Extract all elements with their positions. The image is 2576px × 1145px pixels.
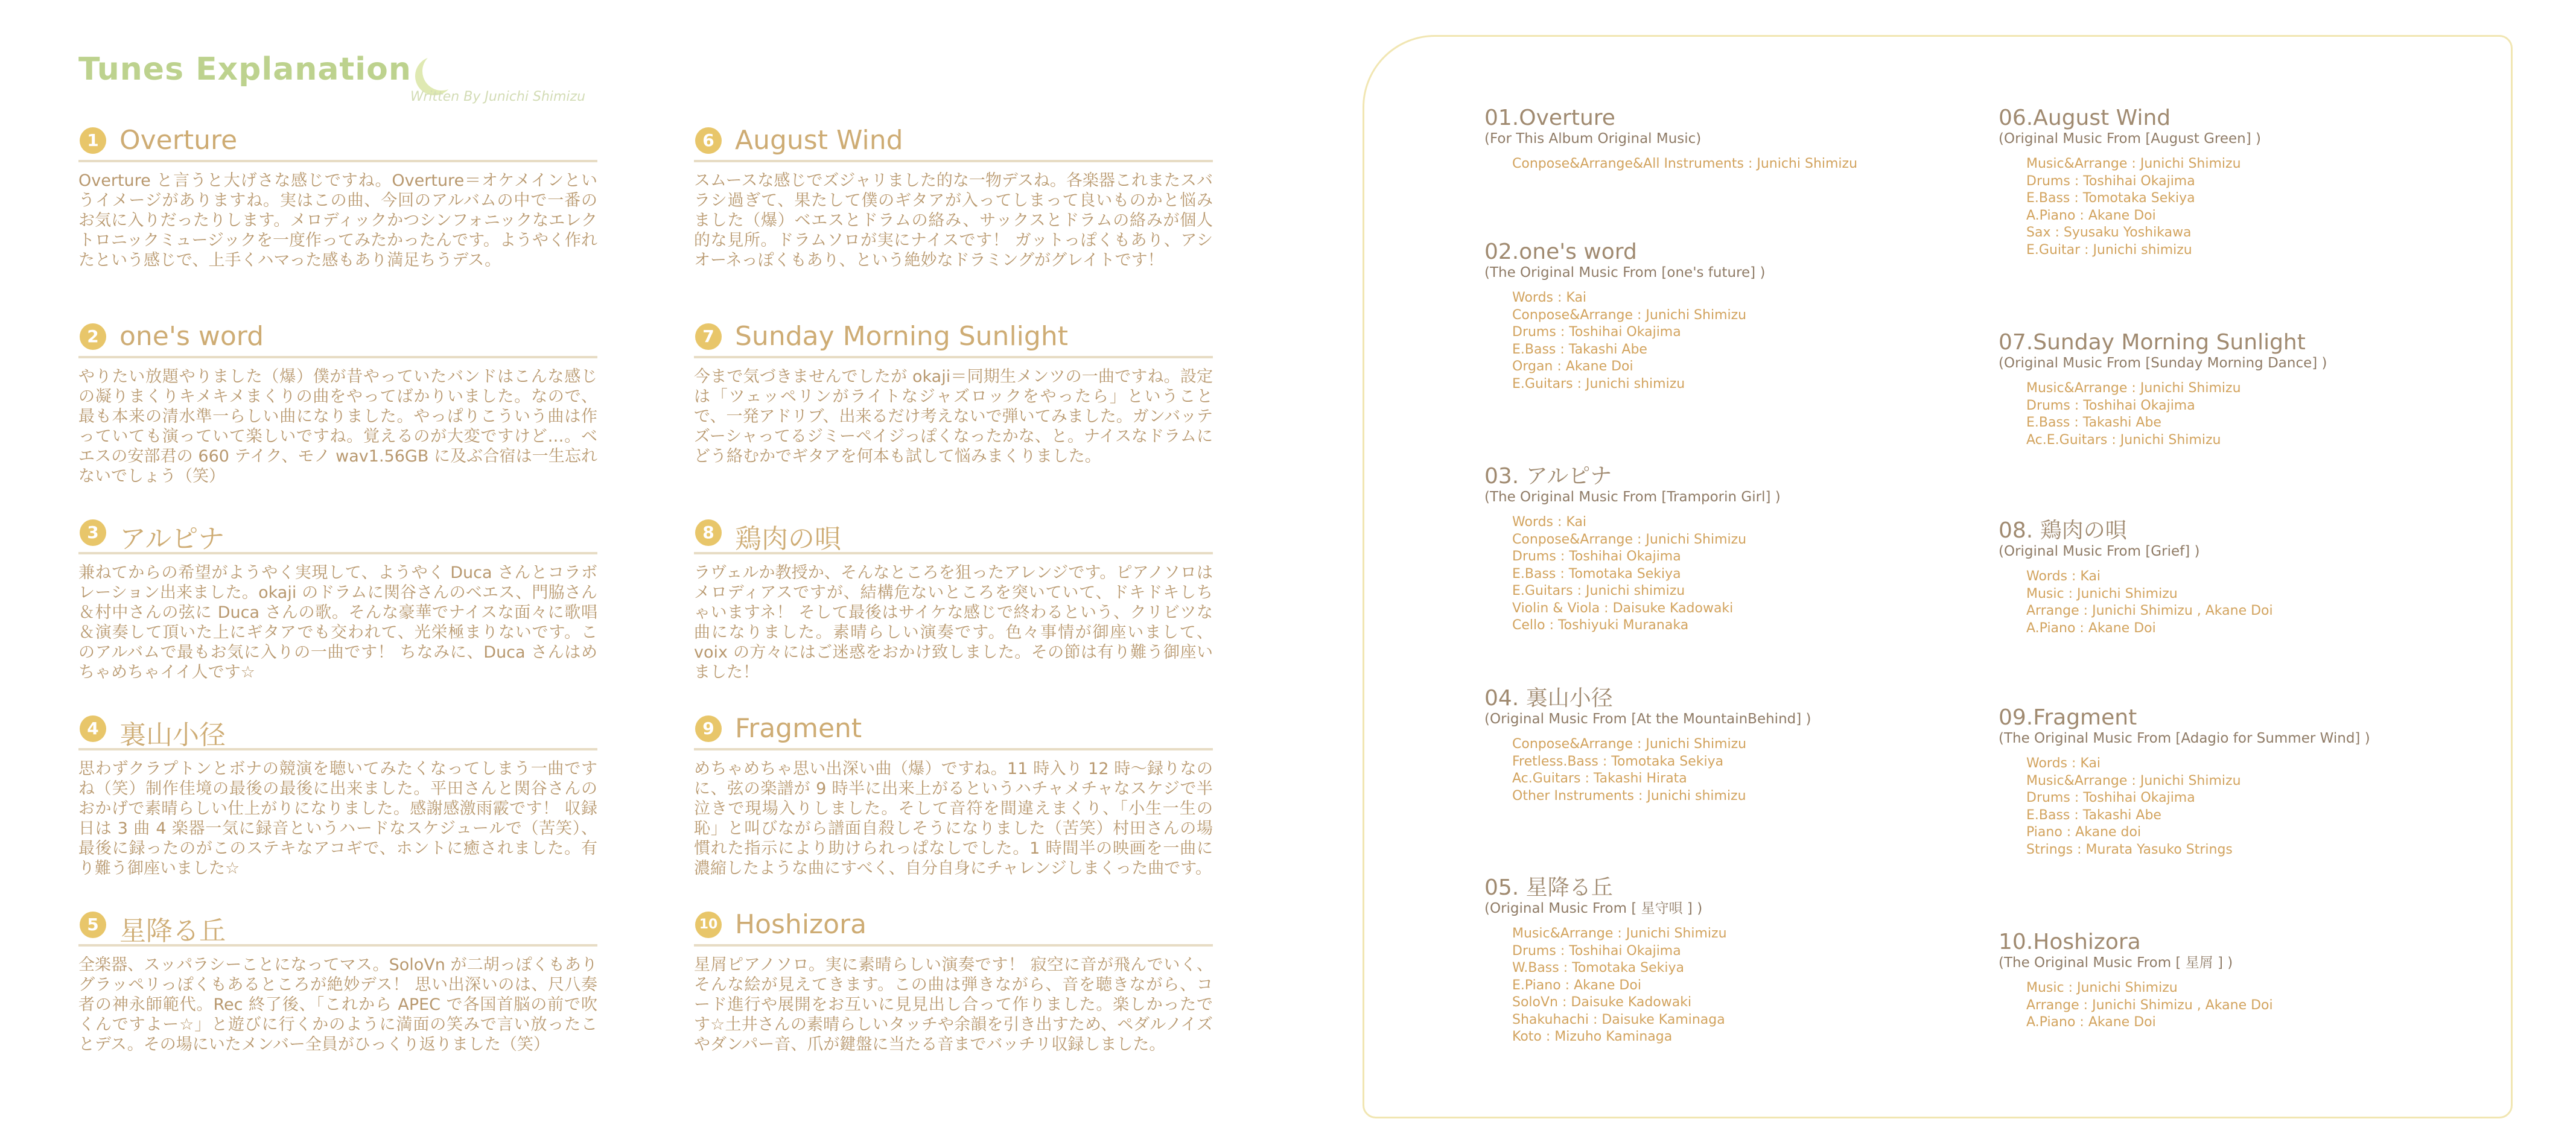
credit-line: Drums : Toshihai Okajima: [2026, 790, 2195, 805]
tune-section-2: [78, 320, 597, 486]
track-credits-03: [1484, 465, 1979, 635]
track-source: (For This Album Original Music): [1484, 131, 1702, 147]
tune-title: August Wind: [735, 125, 903, 156]
track-title: 04. 裏山小径: [1484, 686, 1613, 711]
credit-line: Music : Junichi Shimizu: [2026, 980, 2178, 995]
tune-number-badge: 1: [80, 127, 106, 154]
credit-line: A.Piano : Akane Doi: [2026, 1015, 2156, 1030]
credit-line: Ac.E.Guitars : Junichi Shimizu: [2026, 432, 2221, 448]
credit-line: Organ : Akane Doi: [1512, 359, 1633, 374]
tune-section-6: [694, 124, 1213, 270]
track-title: 03. アルピナ: [1484, 464, 1612, 489]
tune-number-badge: 2: [80, 323, 106, 350]
credit-line: E.Guitars : Junichi shimizu: [1512, 376, 1685, 392]
credit-line: Conpose&Arrange : Junichi Shimizu: [1512, 531, 1747, 547]
credit-line: Music&Arrange : Junichi Shimizu: [2026, 156, 2241, 171]
tune-number-badge: 3: [80, 519, 106, 546]
tune-number-badge: 9: [695, 715, 722, 742]
credit-line: Drums : Toshihai Okajima: [1512, 325, 1681, 340]
credit-line: E.Guitar : Junichi shimizu: [2026, 242, 2192, 258]
track-title: 07.Sunday Morning Sunlight: [1999, 330, 2306, 355]
track-credits-05: [1484, 876, 1979, 1046]
credit-line: Drums : Toshihai Okajima: [1512, 943, 1681, 959]
tune-number-badge: 4: [80, 715, 106, 742]
credit-line: Words : Kai: [1512, 290, 1587, 305]
track-source: (The Original Music From [ 星屑 ] ): [1999, 955, 2233, 971]
tune-section-5: [78, 908, 597, 1055]
credit-line: A.Piano : Akane Doi: [2026, 620, 2156, 636]
credit-line: E.Bass : Tomotaka Sekiya: [1512, 566, 1681, 582]
tune-description: 今まで気づきませんでしたが okaji＝同期生メンツの一曲ですね。設定は「ツェッペリンがライトなジャズロックをやったら」ということで、一発アドリブ、出来るだけ考えないで弾いてみました。ガンバッテズーシャってるジミーペイジっぽくなったかな、と。ナイスなドラムにどう絡むかでギタアを何本も試して悩みまくりました。: [694, 367, 1213, 466]
tune-description: やりたい放題やりました（爆）僕が昔やっていたバンドはこんな感じの凝りまくりキメキメまくりの曲をやってばかりいました。なので、最も本来の清水準一らしい曲になりました。やっぱりこういう曲は作っていても演っていて楽しいですね。覚えるのが大変ですけど…。ベエスの安部君の 660 テイク、モノ wav1.56GB に及ぶ合宿は一生忘れないでしょう（笑）: [78, 367, 597, 486]
tune-title: 星降る丘: [119, 916, 226, 947]
track-credits-10: [1999, 930, 2493, 1032]
tune-title: Sunday Morning Sunlight: [735, 321, 1068, 352]
tune-number-badge: 8: [695, 519, 722, 546]
track-credits-08: [1999, 519, 2493, 637]
credit-line: Drums : Toshihai Okajima: [2026, 398, 2195, 413]
tune-description: 兼ねてからの希望がようやく実現して、ようやく Duca さんとコラボレーション出来ました。okaji のドラムに関谷さんのベエス、門脇さん＆村中さんの弦に Duca さんの歌。そんな豪華でナイスな面々に歌唱＆演奏して頂いた上にギタアでも交われて、光栄極まりないです。このアルバムで最もお気に入りの一曲です！ ちなみに、Duca さんはめちゃめちゃイイ人です☆: [78, 563, 597, 682]
credit-line: Other Instruments : Junichi shimizu: [1512, 788, 1746, 804]
track-source: (The Original Music From [Adagio for Summer Wind] ): [1999, 731, 2370, 746]
credit-line: Strings : Murata Yasuko Strings: [2026, 842, 2233, 857]
track-credits-06: [1999, 106, 2493, 259]
credit-line: Conpose&Arrange : Junichi Shimizu: [1512, 307, 1747, 323]
track-title: 09.Fragment: [1999, 705, 2137, 730]
tune-number-badge: 10: [695, 912, 722, 938]
tune-section-7: [694, 320, 1213, 466]
credit-line: E.Bass : Takashi Abe: [2026, 807, 2161, 823]
track-source: (Original Music From [Sunday Morning Dance] ): [1999, 355, 2327, 371]
tune-title: Hoshizora: [735, 909, 867, 940]
tune-title: 鶏肉の唄: [735, 524, 841, 554]
tune-section-1: [78, 124, 597, 270]
credit-line: E.Bass : Tomotaka Sekiya: [2026, 191, 2195, 206]
track-credits-09: [1999, 706, 2493, 858]
tune-description: ラヴェルか教授か、そんなところを狙ったアレンジです。ピアノソロはメロディアスですが、結構危ないところを突いていて、ドキドキしちゃいますネ！ そして最後はサイケな感じで終わるという、クリビツな曲になりました。素晴らしい演奏です。色々事情が御座いまして、voix の方々にはご迷惑をおかけ致しました。その節は有り難う御座いました！: [694, 563, 1213, 682]
track-source: (Original Music From [Grief] ): [1999, 544, 2200, 559]
credit-line: Violin & Viola : Daisuke Kadowaki: [1512, 600, 1734, 616]
tune-section-10: [694, 908, 1213, 1055]
tune-number-badge: 5: [80, 912, 106, 938]
credit-line: Koto : Mizuho Kaminaga: [1512, 1029, 1673, 1044]
track-source: (The Original Music From [one's future] ): [1484, 265, 1766, 281]
credit-line: Arrange : Junichi Shimizu , Akane Doi: [2026, 997, 2273, 1013]
tune-section-9: [694, 712, 1213, 878]
tune-description: 全楽器、スッパラシーことになってマス。SoloVn が二胡っぽくもありグラッペリっぽくもあるところが絶妙デス！ 思い出深いのは、尺八奏者の神永師範代。Rec 終了後、「これから APEC で各国首脳の前で吹くんですよー☆」と遊びに行くかのように満面の笑みで言い放ったことデス。その場にいたメンバー全員がひっくり返りました（笑）: [78, 956, 597, 1054]
credit-line: Music&Arrange : Junichi Shimizu: [2026, 773, 2241, 788]
track-source: (Original Music From [August Green] ): [1999, 131, 2262, 147]
tune-number-badge: 7: [695, 323, 722, 350]
credit-line: A.Piano : Akane Doi: [2026, 208, 2156, 223]
credit-line: Piano : Akane doi: [2026, 825, 2142, 840]
credit-line: Conpose&Arrange : Junichi Shimizu: [1512, 737, 1747, 752]
credit-line: E.Piano : Akane Doi: [1512, 977, 1641, 993]
byline: Written By Junichi Shimizu: [410, 89, 586, 104]
crescent-moon-icon: [422, 52, 461, 90]
credit-line: Conpose&Arrange&All Instruments : Junichi Shimizu: [1512, 156, 1858, 171]
track-credits-02: [1484, 240, 1979, 393]
tune-description: スムースな感じでズジャリました的な一物デスね。各楽器これまたスバラシ過ぎて、果たして僕のギタアが入ってしまって良いものかと悩みました（爆）ベエスとドラムの絡み、サックスとドラムの絡みが個人的な見所。ドラムソロが実にナイスです！ ガットっぽくもあり、アシオーネっぽくもあり、という絶妙なドラミングがグレイトです！: [694, 171, 1213, 270]
track-title: 05. 星降る丘: [1484, 875, 1613, 900]
tune-title: one's word: [119, 321, 264, 352]
tune-section-3: [78, 516, 597, 682]
credit-line: Ac.Guitars : Takashi Hirata: [1512, 771, 1687, 786]
credit-line: Drums : Toshihai Okajima: [1512, 549, 1681, 564]
track-title: 06.August Wind: [1999, 106, 2171, 130]
credit-line: E.Bass : Takashi Abe: [1512, 341, 1647, 357]
credit-line: Cello : Toshiyuki Muranaka: [1512, 618, 1689, 633]
tune-section-8: [694, 516, 1213, 682]
credit-line: Music&Arrange : Junichi Shimizu: [1512, 926, 1727, 941]
tune-description: めちゃめちゃ思い出深い曲（爆）ですね。11 時入り 12 時～録りなのに、弦の楽譜が 9 時半に出来上がるというハチャメチャなスケジで半泣きで現場入りしました。そして音符を間違えまくり、「小生一生の恥」と叫びながら譜面自殺しそうになりました（苦笑）村田さんの場慣れた指示により助けられっぱなしでした。1 時間半の映画を一曲に濃縮したような曲にすべく、自分自身にチャレンジしまくった曲です。: [694, 760, 1213, 878]
credit-line: Words : Kai: [2026, 569, 2101, 584]
credit-line: W.Bass : Tomotaka Sekiya: [1512, 960, 1684, 975]
credit-line: E.Guitars : Junichi shimizu: [1512, 583, 1685, 598]
credit-line: SoloVn : Daisuke Kadowaki: [1512, 995, 1692, 1010]
credit-line: Music : Junichi Shimizu: [2026, 586, 2178, 601]
credit-line: Music&Arrange : Junichi Shimizu: [2026, 381, 2241, 396]
track-credits-01: [1484, 106, 1979, 173]
tune-section-4: [78, 712, 597, 878]
track-title: 01.Overture: [1484, 106, 1615, 130]
credit-line: Sax : Syusaku Yoshikawa: [2026, 225, 2192, 240]
track-source: (Original Music From [At the MountainBehind] ): [1484, 711, 1811, 727]
track-credits-04: [1484, 687, 1979, 805]
tune-title: Fragment: [735, 713, 862, 744]
tune-title: Overture: [119, 125, 238, 156]
tune-description: 思わずクラプトンとボナの競演を聴いてみたくなってしまう一曲ですね（笑）制作佳境の最後の最後に出来ました。平田さんと関谷さんのおかげで素晴らしい仕上がりになりました。感謝感激雨霰です！ 収録日は 3 曲 4 楽器一気に録音というハードなスケジュールで（苦笑）、最後に録ったのがこのステキなアコギで、ホントに癒されました。有り難う御座いました☆: [78, 760, 597, 878]
credit-line: Arrange : Junichi Shimizu , Akane Doi: [2026, 603, 2273, 618]
credit-line: Fretless.Bass : Tomotaka Sekiya: [1512, 753, 1724, 769]
track-title: 10.Hoshizora: [1999, 930, 2141, 954]
track-source: (The Original Music From [Tramporin Girl] ): [1484, 489, 1781, 505]
page-title: Tunes Explanation: [78, 51, 412, 87]
tune-number-badge: 6: [695, 127, 722, 154]
tune-description: Overture と言うと大げさな感じですね。Overture＝オケメインというイメージがありますね。実はこの曲、今回のアルバムの中で一番のお気に入りだったりします。メロディックかつシンフォニックなエレクトロニックミュージックを一度作ってみたかったんです。ようやく作れたという感じで、上手くハマった感もあり満足ちうデス。: [78, 171, 597, 270]
tune-title: アルピナ: [119, 524, 225, 554]
tune-description: 星屑ピアノソロ。実に素晴らしい演奏です！ 寂空に音が飛んでいく、そんな絵が見えてきます。この曲は弾きながら、音を聴きながら、コード進行や展開をお互いに見見出し合って作りました。楽しかったです☆土井さんの素晴らしいタッチや余韻を引き出すため、ペダルノイズやダンパー音、爪が鍵盤に当たる音までバッチリ収録しました。: [694, 956, 1213, 1054]
track-source: (Original Music From [ 星守唄 ] ): [1484, 901, 1703, 916]
credit-line: Shakuhachi : Daisuke Kaminaga: [1512, 1012, 1725, 1027]
credit-line: Words : Kai: [1512, 515, 1587, 530]
credit-line: Drums : Toshihai Okajima: [2026, 173, 2195, 189]
track-title: 08. 鶏肉の唄: [1999, 518, 2127, 543]
tune-title: 裏山小径: [119, 720, 226, 750]
track-title: 02.one's word: [1484, 239, 1637, 264]
track-credits-07: [1999, 331, 2493, 449]
credit-line: Words : Kai: [2026, 756, 2101, 771]
credit-line: E.Bass : Takashi Abe: [2026, 415, 2161, 430]
